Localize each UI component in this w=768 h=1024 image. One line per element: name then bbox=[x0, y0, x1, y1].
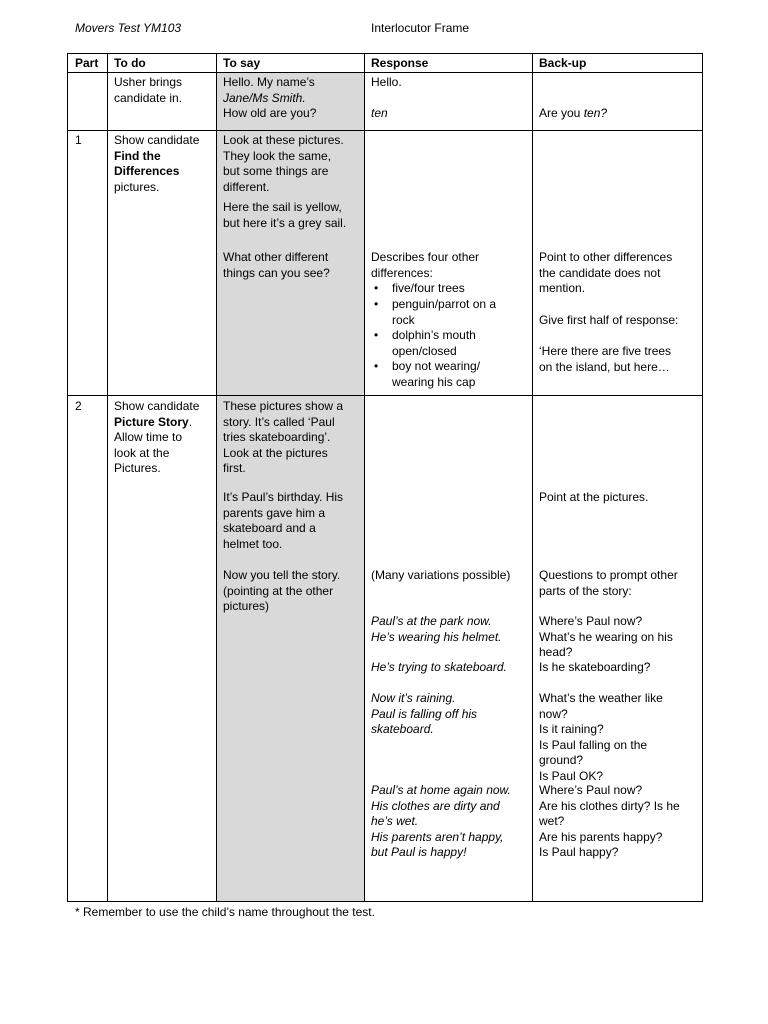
row1-say-intro: Look at these pictures. They look the same, but some things are different. bbox=[223, 133, 344, 194]
difference-bullet: • dolphin’s mouth open/closed bbox=[392, 328, 476, 359]
footnote: * Remember to use the child’s name throughout the test. bbox=[75, 905, 375, 919]
row1-response-intro: Describes four other differences: bbox=[371, 250, 480, 280]
row2-back-up-park: Where’s Paul now? What’s he wearing on his head? bbox=[539, 614, 673, 659]
row2-back-up-home: Where’s Paul now? Are his clothes dirty? Is he wet? Are his parents happy? Is Paul happy? bbox=[539, 783, 680, 859]
row0-to-do: Usher brings candidate in. bbox=[114, 75, 183, 105]
row2-response-variations: (Many variations possible) bbox=[371, 568, 511, 582]
row-divider bbox=[67, 130, 703, 131]
difference-bullet: • boy not wearing/ wearing his cap bbox=[392, 359, 480, 390]
row1-back-up-example: ‘Here there are five trees on the island, but here… bbox=[539, 344, 672, 374]
col-divider bbox=[532, 53, 533, 902]
row1-part: 1 bbox=[75, 133, 82, 147]
row0-back-up: Are you ten? bbox=[539, 106, 608, 120]
header-part: Part bbox=[75, 56, 99, 70]
row2-say-intro: These pictures show a story. It’s called ‘Paul tries skateboarding’. Look at the pictures first. bbox=[223, 399, 344, 475]
col-divider bbox=[107, 53, 108, 902]
difference-bullet: • five/four trees bbox=[392, 281, 465, 297]
header-row-divider bbox=[67, 72, 703, 73]
row0-to-say: Hello. My name’s Jane/Ms Smith. How old are you? bbox=[223, 75, 317, 120]
row2-response-raining: Now it’s raining. Paul is falling off his skateboard. bbox=[371, 691, 478, 736]
row0-response-hello: Hello. bbox=[371, 75, 402, 89]
header-to-do: To do bbox=[114, 56, 146, 70]
row1-say-example: Here the sail is yellow, but here it’s a grey sail. bbox=[223, 200, 347, 230]
row1-say-question: What other different things can you see? bbox=[223, 250, 330, 280]
row2-to-do: Show candidate Picture Story. Allow time to look at the Pictures. bbox=[114, 399, 200, 475]
row2-say-birthday: It’s Paul’s birthday. His parents gave him a skateboard and a helmet too. bbox=[223, 490, 344, 551]
row2-back-up-raining: What’s the weather like now? Is it raining? Is Paul falling on the ground? Is Paul OK? bbox=[539, 691, 663, 783]
row2-back-up-point: Point at the pictures. bbox=[539, 490, 649, 504]
header-back-up: Back-up bbox=[539, 56, 587, 70]
test-title: Movers Test YM103 bbox=[75, 21, 182, 35]
row2-response-skateboard: He’s trying to skateboard. bbox=[371, 660, 507, 674]
col-divider bbox=[364, 53, 365, 902]
row1-back-up-point: Point to other differences the candidate does not mention. bbox=[539, 250, 673, 295]
row-divider bbox=[67, 395, 703, 396]
frame-title: Interlocutor Frame bbox=[371, 21, 470, 35]
row1-to-do: Show candidate Find the Differences pictures. bbox=[114, 133, 200, 194]
col-divider bbox=[216, 53, 217, 902]
row2-response-park: Paul’s at the park now. He’s wearing his helmet. bbox=[371, 614, 502, 644]
row2-part: 2 bbox=[75, 399, 82, 413]
row1-back-up-half: Give first half of response: bbox=[539, 313, 679, 327]
difference-bullet: • penguin/parrot on a rock bbox=[392, 297, 496, 328]
row2-back-up-skateboard: Is he skateboarding? bbox=[539, 660, 651, 674]
row2-back-up-questions: Questions to prompt other parts of the story: bbox=[539, 568, 678, 598]
row0-response-age: ten bbox=[371, 106, 388, 120]
row2-say-tell: Now you tell the story. (pointing at the other pictures) bbox=[223, 568, 341, 613]
header-response: Response bbox=[371, 56, 429, 70]
row2-response-home: Paul’s at home again now. His clothes are dirty and he’s wet. His parents aren’t happy, but Paul is happy! bbox=[371, 783, 511, 859]
header-to-say: To say bbox=[223, 56, 261, 70]
